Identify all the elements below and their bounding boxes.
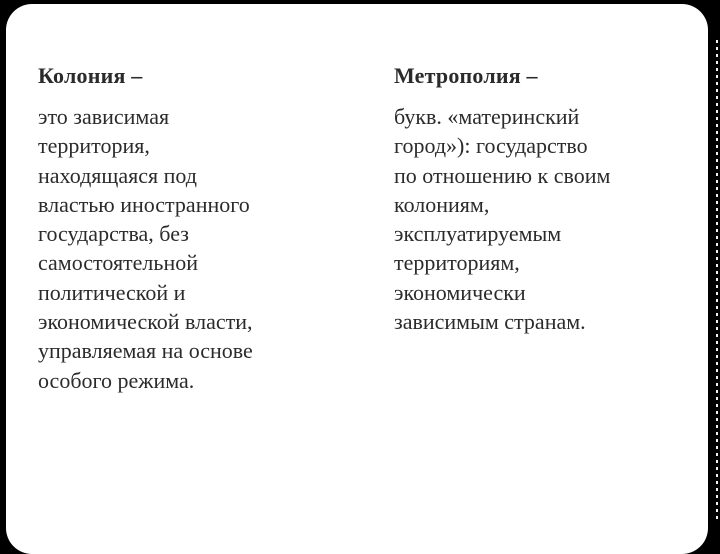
colony-term: Колония – bbox=[38, 63, 143, 88]
metropolis-definition: букв. «материнский город»): государство по отношению к своим колониям, эксплуатируемым территориям, экономически зависимым странам. bbox=[394, 104, 611, 335]
slide-card bbox=[6, 4, 708, 554]
metropolis-term: Метрополия – bbox=[394, 63, 538, 88]
metropolis-column bbox=[394, 62, 714, 336]
colony-definition: это зависимая территория, находящаяся под властью иностранного государства, без самостоятельной политической и экономической власти, управляемая на основе особого режима. bbox=[38, 104, 253, 393]
colony-column bbox=[38, 62, 368, 395]
edge-divider bbox=[716, 40, 718, 520]
